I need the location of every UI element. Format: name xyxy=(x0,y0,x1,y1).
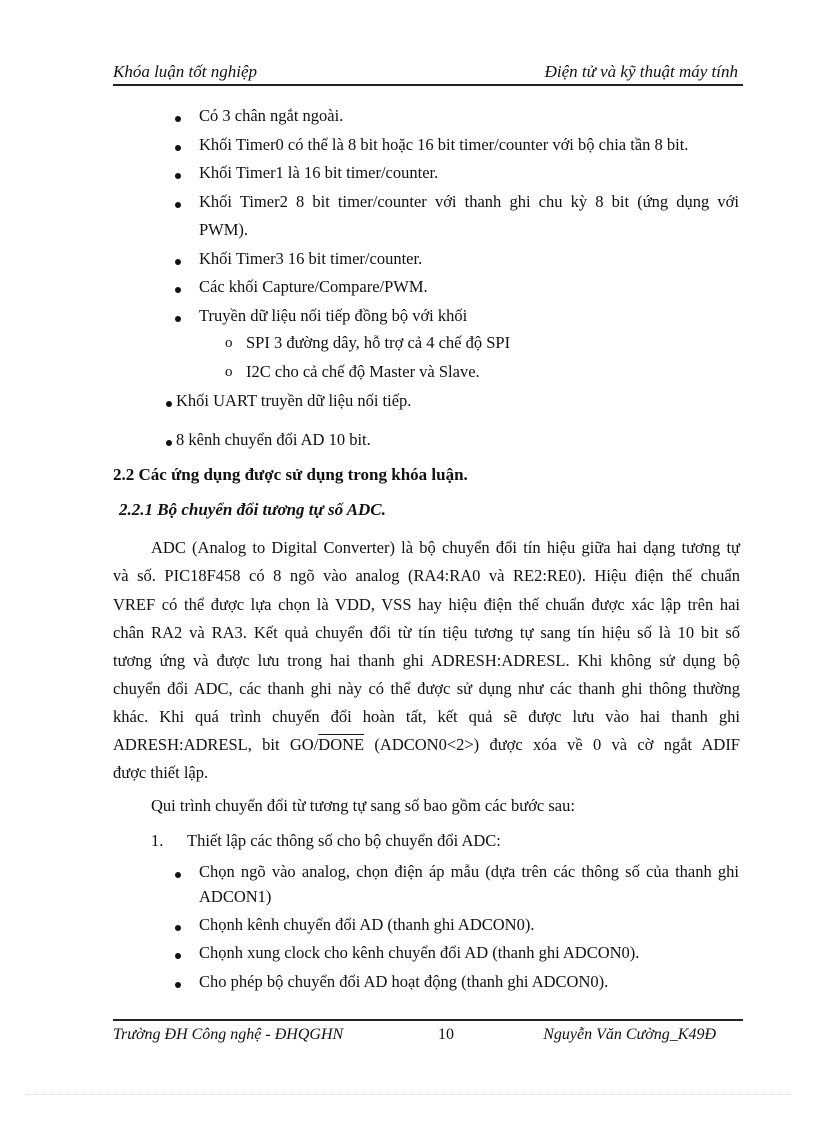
bullet-icon xyxy=(166,401,172,407)
step-number: 1. xyxy=(151,831,164,850)
list-item: 8 kênh chuyển đổi AD 10 bit. xyxy=(176,430,371,449)
header-right: Điện tử và kỹ thuật máy tính xyxy=(544,62,738,81)
section-heading: 2.2 Các ứng dụng được sử dụng trong khóa luận. xyxy=(113,465,468,484)
list-item: Khối Timer0 có thể là 8 bit hoặc 16 bit timer/counter với bộ chia tần 8 bit. xyxy=(199,135,689,154)
list-item: Khối Timer2 8 bit timer/counter với thanh ghi chu kỳ 8 bit (ứng dụng với xyxy=(199,192,739,211)
page-number: 10 xyxy=(438,1026,454,1043)
line-text-pre: ADRESH:ADRESL, bit GO/ xyxy=(113,735,319,754)
paragraph-line: được thiết lập. xyxy=(113,763,209,782)
bullet-icon xyxy=(175,202,181,208)
paragraph-line: và số. PIC18F458 có 8 ngõ vào analog (RA4:RA0 và RE2:RE0). Hiệu điện thế chuẩn xyxy=(113,566,740,585)
line-text-post: (ADCON0<2>) được xóa về 0 và cờ ngắt ADIF xyxy=(364,735,740,754)
bullet-icon xyxy=(175,145,181,151)
bullet-icon xyxy=(175,116,181,122)
paragraph-line: VREF có thể được lựa chọn là VDD, VSS hay hiệu điện thế chuẩn được xác lập trên hai xyxy=(113,595,740,614)
paragraph-line: chuyển đổi ADC, các thanh ghi này có thể được sử dụng như các thanh ghi thông thường xyxy=(113,679,740,698)
list-item: Truyền dữ liệu nối tiếp đồng bộ với khối xyxy=(199,306,468,325)
list-item: Khối Timer1 là 16 bit timer/counter. xyxy=(199,163,439,182)
bullet-icon xyxy=(175,982,181,988)
step-text: Thiết lập các thông số cho bộ chuyển đổi ADC: xyxy=(187,831,501,850)
footer-left: Trường ĐH Công nghệ - ĐHQGHN xyxy=(113,1026,344,1043)
bullet-icon xyxy=(166,440,172,446)
paragraph-line: chân RA2 và RA3. Kết quả chuyển đổi từ tín tiệu tương tự sang tín hiệu số là 10 bit số xyxy=(113,623,740,642)
sub-list-item: SPI 3 đường dây, hỗ trợ cả 4 chế độ SPI xyxy=(246,333,511,352)
paragraph-line xyxy=(113,735,740,755)
header-left: Khóa luận tốt nghiệp xyxy=(113,62,258,81)
circle-bullet-icon: o xyxy=(225,335,233,351)
footer-right: Nguyễn Văn Cường_K49Đ xyxy=(543,1026,716,1043)
list-item: Chọnh kênh chuyển đổi AD (thanh ghi ADCON0). xyxy=(199,915,535,934)
header-rule xyxy=(113,84,743,86)
list-item: Cho phép bộ chuyển đổi AD hoạt động (thanh ghi ADCON0). xyxy=(199,972,609,991)
page-edge-divider xyxy=(25,1094,791,1095)
bullet-icon xyxy=(175,173,181,179)
subsection-heading: 2.2.1 Bộ chuyển đổi tương tự số ADC. xyxy=(119,500,386,519)
footer-rule xyxy=(113,1019,743,1021)
bullet-icon xyxy=(175,872,181,878)
bullet-icon xyxy=(175,925,181,931)
bullet-icon xyxy=(175,287,181,293)
bullet-icon xyxy=(175,316,181,322)
circle-bullet-icon: o xyxy=(225,364,233,380)
paragraph-line: tương ứng và được lưu trong hai thanh ghi ADRESH:ADRESL. Khi không sử dụng bộ xyxy=(113,651,740,670)
list-item: Các khối Capture/Compare/PWM. xyxy=(199,277,428,296)
list-item-continuation: PWM). xyxy=(199,220,249,239)
paragraph-line: khác. Khi quá trình chuyển đổi hoàn tất, kết quả sẽ được lưu vào hai thanh ghi xyxy=(113,707,740,726)
bullet-icon xyxy=(175,953,181,959)
bullet-icon xyxy=(175,259,181,265)
sub-list-item: I2C cho cả chế độ Master và Slave. xyxy=(246,362,480,381)
done-bit-overline: DONE xyxy=(318,735,365,754)
list-item: Chọn ngõ vào analog, chọn điện áp mẫu (dựa trên các thông số của thanh ghi xyxy=(199,862,739,881)
list-item: Có 3 chân ngắt ngoài. xyxy=(199,106,344,125)
list-item-continuation: ADCON1) xyxy=(199,887,272,906)
list-item: Chọnh xung clock cho kênh chuyển đổi AD (thanh ghi ADCON0). xyxy=(199,943,640,962)
paragraph: Qui trình chuyển đổi từ tương tự sang số bao gồm các bước sau: xyxy=(151,796,575,815)
paragraph-line: ADC (Analog to Digital Converter) là bộ chuyển đổi tín hiệu giữa hai dạng tương tự xyxy=(151,538,740,557)
list-item: Khối UART truyền dữ liệu nối tiếp. xyxy=(176,391,412,410)
list-item: Khối Timer3 16 bit timer/counter. xyxy=(199,249,423,268)
